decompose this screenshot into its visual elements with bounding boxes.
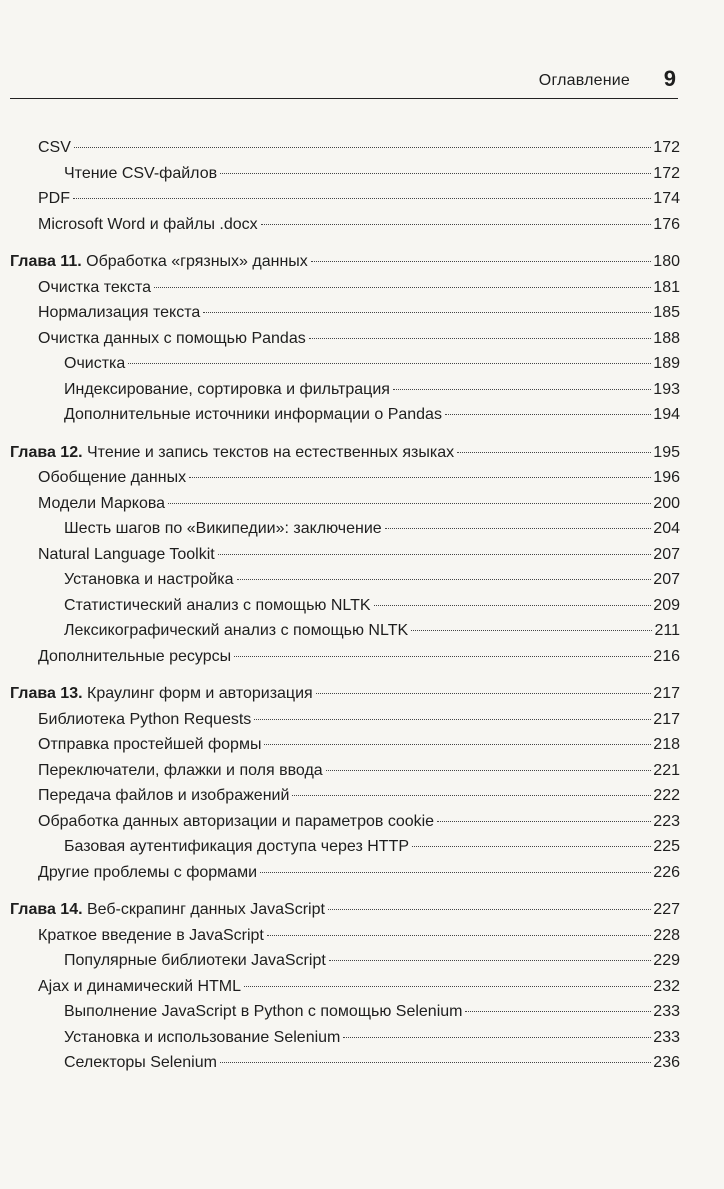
- toc-section: [10, 440, 680, 670]
- dot-leader: [328, 909, 651, 910]
- toc-entry: [10, 186, 680, 212]
- dot-leader: [292, 795, 651, 796]
- dot-leader: [220, 1062, 651, 1063]
- dot-leader: [261, 224, 652, 225]
- entry-page-number: 223: [653, 812, 680, 830]
- toc-entry: [10, 732, 680, 758]
- entry-title: Базовая аутентификация доступа через HTTP: [64, 838, 410, 855]
- toc-entry: [10, 351, 680, 377]
- entry-page-number: 188: [653, 329, 680, 347]
- page-number: 9: [663, 66, 676, 91]
- entry-title: Natural Language Toolkit: [38, 545, 215, 563]
- dot-leader: [393, 389, 651, 390]
- toc-chapter-entry: [10, 897, 680, 923]
- entry-page-number: 209: [653, 596, 680, 614]
- entry-page-number: 194: [653, 406, 680, 423]
- dot-leader: [329, 960, 652, 961]
- page-header: [10, 62, 678, 99]
- entry-page-number: 176: [653, 215, 680, 233]
- entry-page-number: 217: [653, 710, 680, 728]
- toc-entry: [10, 593, 680, 619]
- entry-title: Краткое введение в JavaScript: [38, 926, 264, 944]
- dot-leader: [168, 503, 651, 504]
- entry-title: Популярные библиотеки JavaScript: [64, 952, 326, 969]
- entry-title: PDF: [38, 190, 70, 207]
- toc-entry: [10, 783, 680, 809]
- entry-title: Дополнительные источники информации о Pandas: [64, 406, 442, 423]
- toc-entry: [10, 567, 680, 593]
- toc-entry: [10, 834, 680, 860]
- toc-entry: [10, 618, 680, 644]
- toc-entry: [10, 275, 680, 301]
- chapter-number: Глава 11.: [10, 253, 82, 270]
- dot-leader: [128, 363, 651, 364]
- dot-leader: [445, 414, 651, 415]
- entry-page-number: 180: [653, 253, 680, 270]
- toc-entry: [10, 974, 680, 1000]
- entry-title: Другие проблемы с формами: [38, 863, 257, 881]
- dot-leader: [374, 605, 652, 606]
- dot-leader: [385, 528, 652, 529]
- entry-title: Microsoft Word и файлы .docx: [38, 215, 258, 233]
- entry-page-number: 221: [653, 761, 680, 779]
- toc-entry: [10, 758, 680, 784]
- entry-title: Отправка простейшей формы: [38, 736, 262, 753]
- entry-title: Библиотека Python Requests: [38, 710, 252, 728]
- entry-title: Очистка: [64, 355, 126, 372]
- entry-title: Чтение и запись текстов на естественных языках: [87, 443, 455, 461]
- entry-page-number: 174: [653, 190, 680, 207]
- entry-page-number: 172: [653, 139, 680, 156]
- entry-title: Ajax и динамический HTML: [38, 977, 242, 995]
- entry-page-number: 218: [653, 736, 680, 753]
- toc-entry: [10, 707, 680, 733]
- toc-entry: [10, 377, 680, 403]
- dot-leader: [264, 744, 651, 745]
- toc-section: [10, 897, 680, 1076]
- entry-title: CSV: [38, 139, 71, 156]
- toc-entry: [10, 465, 680, 491]
- entry-page-number: 195: [653, 443, 680, 461]
- toc-entry: [10, 300, 680, 326]
- entry-title: Обобщение данных: [38, 469, 187, 486]
- dot-leader: [311, 261, 651, 262]
- entry-page-number: 207: [653, 571, 680, 588]
- entry-page-number: 222: [653, 787, 680, 804]
- entry-title: Выполнение JavaScript в Python с помощью Selenium: [64, 1003, 463, 1020]
- chapter-number: Глава 12.: [10, 443, 83, 461]
- entry-page-number: 233: [653, 1003, 680, 1020]
- entry-title: Дополнительные ресурсы: [38, 647, 232, 665]
- toc-entry: [10, 212, 680, 238]
- entry-page-number: 189: [653, 355, 680, 372]
- toc-chapter-entry: [10, 249, 680, 275]
- toc-section: [10, 135, 680, 237]
- entry-title: Очистка данных с помощью Pandas: [38, 329, 306, 347]
- entry-page-number: 185: [653, 304, 680, 321]
- entry-title: Статистический анализ с помощью NLTK: [64, 596, 371, 614]
- dot-leader: [457, 452, 651, 453]
- entry-page-number: 227: [653, 901, 680, 918]
- toc-entry: [10, 491, 680, 517]
- dot-leader: [412, 846, 651, 847]
- toc-entry: [10, 135, 680, 161]
- entry-page-number: 229: [653, 952, 680, 969]
- toc-section: [10, 681, 680, 885]
- toc-entry: [10, 644, 680, 670]
- dot-leader: [244, 986, 651, 987]
- entry-page-number: 172: [653, 164, 680, 182]
- entry-page-number: 225: [653, 838, 680, 855]
- toc-chapter-entry: [10, 681, 680, 707]
- dot-leader: [189, 477, 651, 478]
- toc-entry: [10, 402, 680, 428]
- dot-leader: [437, 821, 651, 822]
- entry-title: Веб-скрапинг данных JavaScript: [87, 901, 325, 918]
- entry-title: Передача файлов и изображений: [38, 787, 290, 804]
- toc-entry: [10, 1050, 680, 1076]
- table-of-contents: [10, 135, 680, 1088]
- dot-leader: [309, 338, 652, 339]
- entry-page-number: 236: [653, 1054, 680, 1071]
- toc-entry: [10, 542, 680, 568]
- toc-entry: [10, 999, 680, 1025]
- entry-title: Обработка «грязных» данных: [86, 253, 308, 270]
- dot-leader: [237, 579, 652, 580]
- entry-title: Переключатели, флажки и поля ввода: [38, 761, 323, 779]
- toc-entry: [10, 326, 680, 352]
- entry-page-number: 233: [653, 1028, 680, 1046]
- toc-entry: [10, 948, 680, 974]
- entry-page-number: 216: [653, 647, 680, 665]
- entry-title: Модели Маркова: [38, 494, 166, 512]
- toc-entry: [10, 809, 680, 835]
- dot-leader: [73, 198, 651, 199]
- entry-page-number: 181: [653, 278, 680, 296]
- entry-page-number: 232: [653, 977, 680, 995]
- chapter-number: Глава 13.: [10, 685, 83, 702]
- entry-title: Шесть шагов по «Википедии»: заключение: [64, 520, 382, 537]
- toc-entry: [10, 516, 680, 542]
- dot-leader: [316, 693, 652, 694]
- dot-leader: [74, 147, 651, 148]
- toc-entry: [10, 1025, 680, 1051]
- entry-page-number: 196: [653, 469, 680, 486]
- entry-page-number: 228: [653, 926, 680, 944]
- entry-page-number: 207: [653, 545, 680, 563]
- entry-title: Обработка данных авторизации и параметров cookie: [38, 812, 435, 830]
- running-header-title: Оглавление: [538, 72, 630, 89]
- toc-section: [10, 249, 680, 428]
- entry-title: Селекторы Selenium: [64, 1054, 217, 1071]
- dot-leader: [234, 656, 651, 657]
- dot-leader: [326, 770, 652, 771]
- dot-leader: [218, 554, 652, 555]
- dot-leader: [267, 935, 651, 936]
- entry-page-number: 226: [653, 863, 680, 881]
- entry-page-number: 211: [654, 622, 680, 639]
- chapter-number: Глава 14.: [10, 901, 83, 918]
- entry-page-number: 200: [653, 494, 680, 512]
- entry-page-number: 217: [653, 685, 680, 702]
- dot-leader: [260, 872, 651, 873]
- dot-leader: [411, 630, 652, 631]
- toc-entry: [10, 923, 680, 949]
- dot-leader: [203, 312, 651, 313]
- entry-title: Чтение CSV-файлов: [64, 164, 218, 182]
- entry-title: Индексирование, сортировка и фильтрация: [64, 380, 390, 398]
- dot-leader: [465, 1011, 651, 1012]
- entry-title: Установка и настройка: [64, 571, 234, 588]
- dot-leader: [220, 173, 651, 174]
- entry-title: Лексикографический анализ с помощью NLTK: [64, 622, 409, 639]
- dot-leader: [254, 719, 651, 720]
- entry-page-number: 193: [653, 380, 680, 398]
- entry-title: Очистка текста: [38, 278, 152, 296]
- entry-title: Установка и использование Selenium: [64, 1028, 341, 1046]
- entry-title: Нормализация текста: [38, 304, 201, 321]
- entry-title: Краулинг форм и авторизация: [87, 685, 313, 702]
- dot-leader: [343, 1037, 651, 1038]
- toc-chapter-entry: [10, 440, 680, 466]
- toc-entry: [10, 860, 680, 886]
- dot-leader: [154, 287, 651, 288]
- toc-entry: [10, 161, 680, 187]
- entry-page-number: 204: [653, 520, 680, 537]
